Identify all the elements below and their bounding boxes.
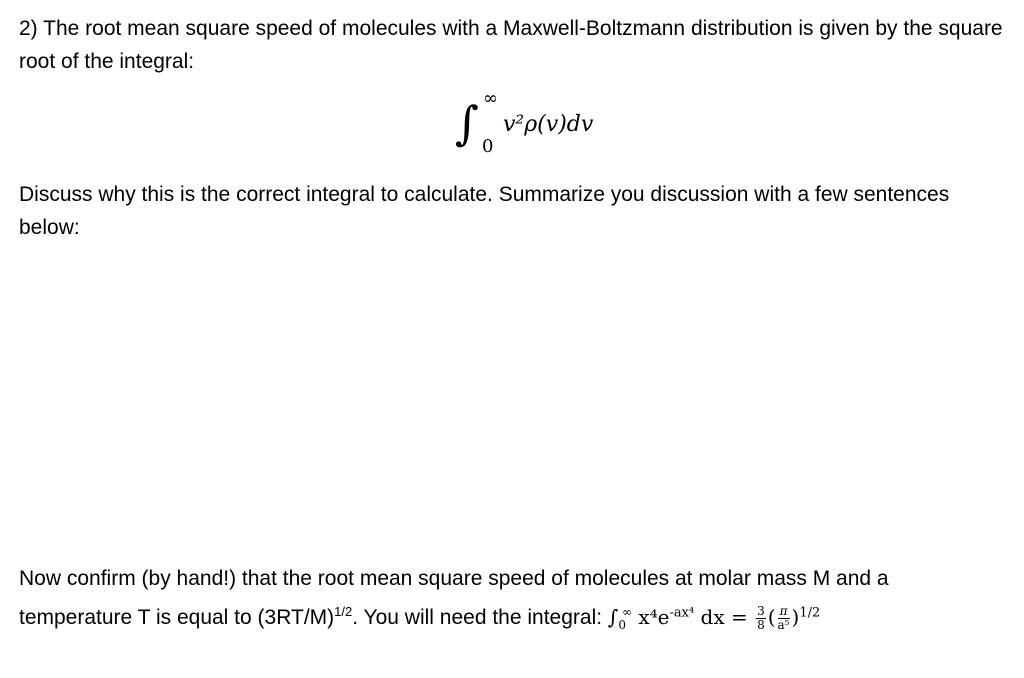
- discussion-prompt: Discuss why this is the correct integral to calculate. Summarize you discussion with a few sentences below:: [19, 183, 950, 239]
- given-coefficient: $\frac{3}{8}$: [757, 604, 765, 632]
- lower-limit: 0: [482, 136, 494, 157]
- given-body: x⁴e: [638, 605, 670, 629]
- integrand: v²ρ(v)dv: [503, 112, 594, 137]
- given-integral: $\int_0^\infty$ $x^4e^{-ax^4}$ dx = $\frac{3}{8}$ ( $\frac{\pi}{\text{a⁵}}$ )$^{1/2}$: [607, 604, 821, 632]
- given-power: 1/2: [799, 605, 821, 621]
- confirm-text-b: . You will need the integral:: [352, 606, 608, 629]
- confirm-text-a: temperature T is equal to (3RT/M): [19, 606, 335, 629]
- given-upper: ∞: [621, 605, 632, 620]
- given-fraction: $\frac{\pi}{\text{a⁵}}$: [777, 604, 790, 632]
- given-exponent: -ax⁴: [669, 605, 695, 621]
- given-lower: 0: [618, 618, 626, 632]
- given-dx: dx =: [700, 605, 748, 629]
- question-intro: 2) The root mean square speed of molecules with a Maxwell-Boltzmann distribution is given by the square root of the integral:: [19, 17, 1003, 73]
- integral-sign: ∫: [455, 96, 479, 150]
- upper-limit: ∞: [483, 88, 498, 109]
- confirm-line-2: [19, 595, 1014, 642]
- confirm-prompt: [19, 562, 1014, 642]
- confirm-exponent: 1/2: [334, 604, 353, 619]
- confirm-line-1: Now confirm (by hand!) that the root mean square speed of molecules at molar mass M and a: [19, 567, 889, 590]
- rms-integral-equation: [455, 88, 655, 168]
